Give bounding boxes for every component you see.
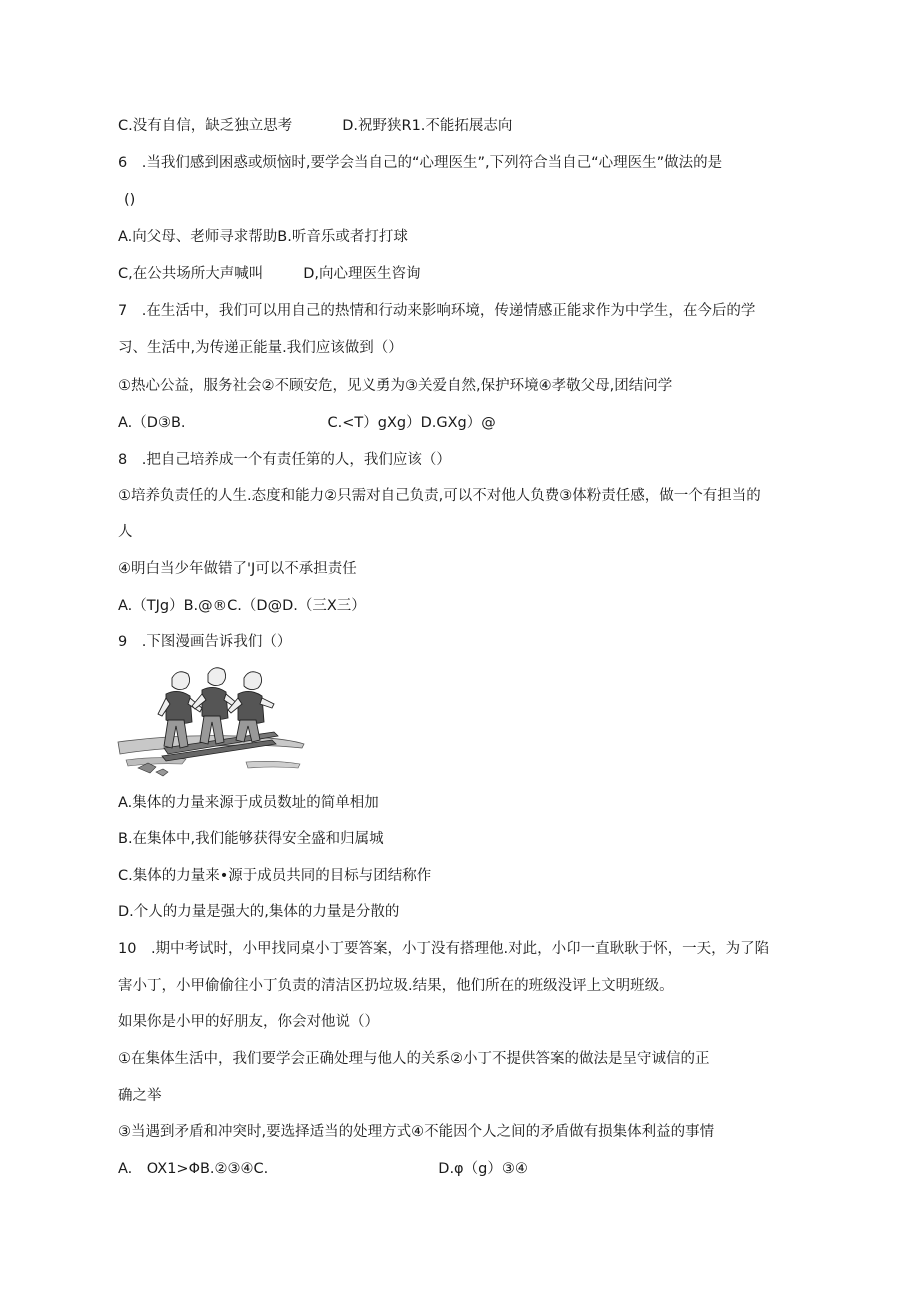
q7-stem: 7 .在生活中，我们可以用自己的热情和行动来影响环境，传递情感正能求作为中学生，在今后的学 [118, 303, 756, 319]
q10-stem-cont: 害小丁，小甲偷偷往小丁负责的清洁区扔垃圾.结果，他们所在的班级没评上文明班级。 [118, 978, 674, 994]
q8-items-cont: 人 [118, 524, 133, 540]
q6-options-ab: A.向父母、老师寻求帮助B.听音乐或者打打球 [118, 229, 408, 245]
q10-items-cont: 确之举 [118, 1088, 162, 1104]
q10-option-d: D.φ（g）③④ [438, 1161, 528, 1177]
q5-option-d: D.祝野狭R1.不能拓展志向 [342, 118, 513, 134]
q10-items-34: ③当遇到矛盾和冲突时,要选择适当的处理方式④不能因个人之间的矛盾做有损集体利益的事情 [118, 1124, 715, 1140]
q6-stem: 6 .当我们感到困惑或烦恼时,要学会当自己的“心理医生”,下列符合当自己“心理医生”做法的是 [118, 155, 723, 171]
q6-options-cd [118, 264, 421, 284]
q8-stem: 8 .把自己培养成一个有责任第的人，我们应该（） [118, 452, 451, 468]
q9-option-c: C.集体的力量来•源于成员共同的目标与团结称作 [118, 868, 432, 884]
q6-option-d: D,向心理医生咨询 [303, 266, 421, 282]
q7-options [118, 413, 496, 433]
q7-option-ab: A.（D③B. [118, 415, 186, 431]
q6-option-c: C,在公共场所大声喊叫 [118, 266, 264, 282]
q7-items: ①热心公益，服务社会②不顾安危，见义勇为③关爱自然,保护环境④孝敬父母,团结问学 [118, 378, 673, 394]
q6-stem-parens: () [124, 192, 136, 208]
cartoon-image [116, 664, 306, 780]
q9-option-b: B.在集体中,我们能够获得安全盛和归属城 [118, 831, 384, 847]
q7-stem-cont: 习、生活中,为传递正能量.我们应该做到（） [118, 340, 403, 356]
q8-items-4: ④明白当少年做错了'J可以不承担责任 [118, 561, 357, 577]
q10-stem: 10 .期中考试时，小甲找同桌小丁要答案，小丁没有搭理他.对此，小卬一直耿耿于怀，一天，为了陷 [118, 941, 770, 957]
q8-options: A.（TJg）B.@®C.（D@D.（三X三） [118, 598, 366, 614]
q10-prompt: 如果你是小甲的好朋友，你会对他说（） [118, 1014, 379, 1030]
q7-option-cd: C.<T）gXg）D.GXg）@ [327, 415, 496, 431]
q10-options [118, 1159, 528, 1179]
q5-option-c: C.没有自信，缺乏独立思考 [118, 118, 293, 134]
q5-options-cd [118, 116, 512, 136]
q10-items: ①在集体生活中，我们要学会正确处理与他人的关系②小丁不提供答案的做法是呈守诚信的正 [118, 1051, 710, 1067]
q10-option-abc: A. OX1>ΦB.②③④C. [118, 1161, 269, 1177]
q8-items: ①培养负责任的人生.态度和能力②只需对自己负责,可以不对他人负费③体粉责任感，做一个有担当的 [118, 488, 761, 504]
q9-option-d: D.个人的力量是强大的,集体的力量是分散的 [118, 904, 400, 920]
q9-option-a: A.集体的力量来源于成员数址的简单相加 [118, 795, 379, 811]
q9-stem: 9 .下图漫画告诉我们（） [118, 634, 292, 650]
